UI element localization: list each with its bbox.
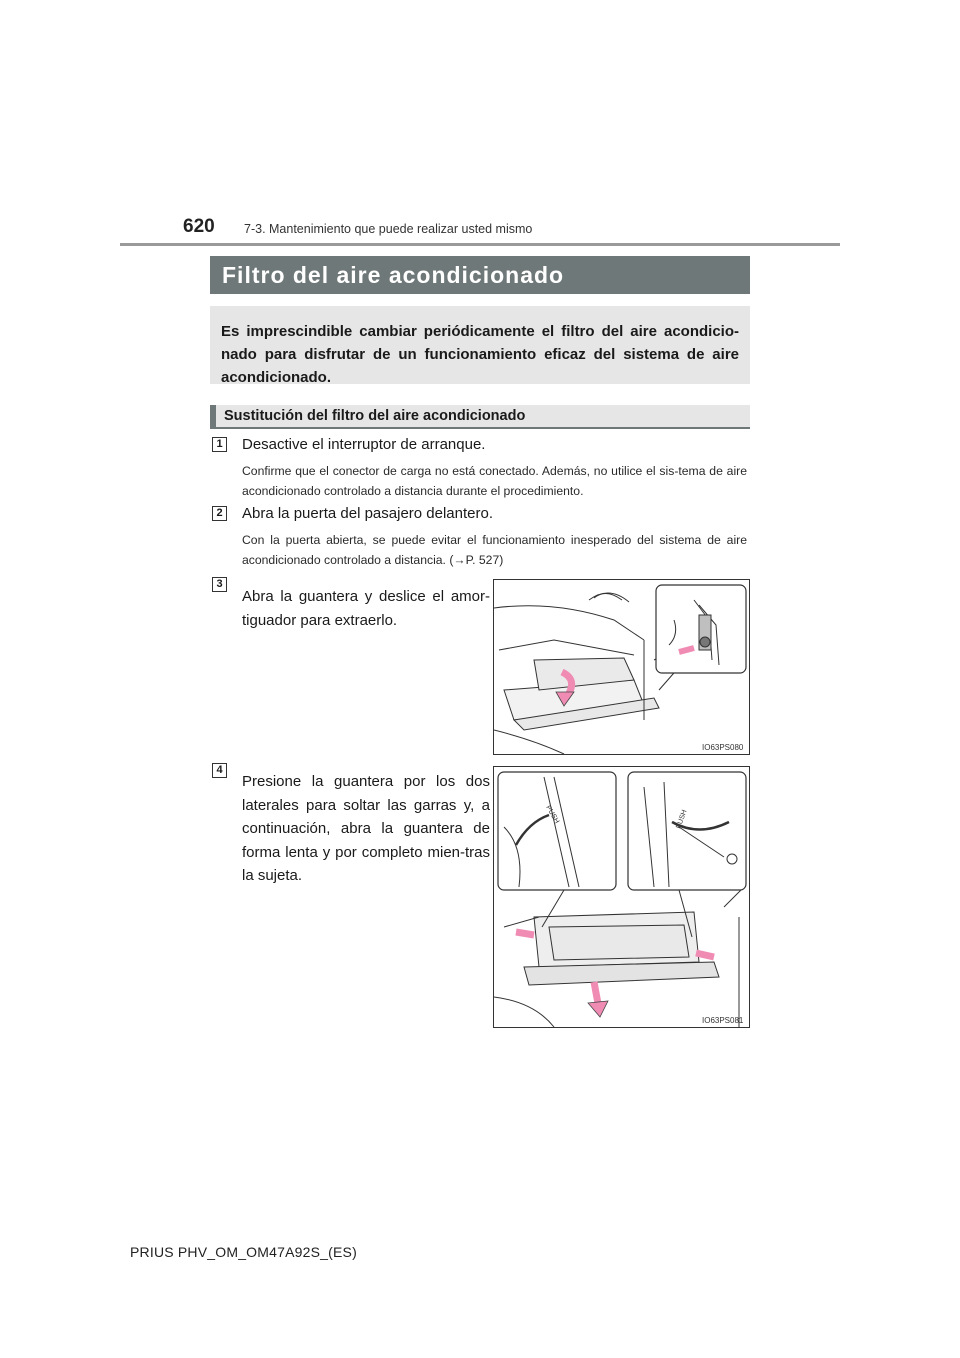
step-3-body: Abra la guantera y deslice el amor-tiguador para extraerlo. — [242, 588, 490, 629]
push-label-right: PUSH — [675, 809, 689, 830]
glovebox-damper-illustration — [494, 580, 749, 754]
figure-glovebox-damper — [493, 579, 750, 755]
glovebox-open-illustration — [494, 767, 749, 1027]
footer-code: PRIUS PHV_OM_OM47A92S_(ES) — [130, 1244, 357, 1260]
press-arrow-right-icon — [696, 953, 714, 957]
section-header: 7-3. Mantenimiento que puede realizar usted mismo — [244, 222, 533, 236]
figure-glovebox-open — [493, 766, 750, 1028]
figure-code-1: IO63PS080 — [702, 743, 744, 752]
step-number-2: 2 — [212, 506, 227, 521]
page-title: Filtro del aire acondicionado — [210, 256, 750, 294]
slide-arrow-icon — [679, 648, 694, 652]
step-number-3: 3 — [212, 577, 227, 592]
step-2-title: Abra la puerta del pasajero delantero. — [242, 505, 494, 522]
step-2-note: Con la puerta abierta, se puede evitar el funcionamiento inesperado del sistema de aire acondicionado controlado a distancia. (→P. 527) — [242, 533, 747, 567]
page-number: 620 — [183, 216, 215, 237]
push-label-left: PUSH — [544, 804, 561, 825]
figure-code-2: IO63PS081 — [702, 1016, 744, 1025]
subsection-heading: Sustitución del filtro del aire acondicionado — [210, 405, 750, 429]
step-number-1: 1 — [212, 437, 227, 452]
step-1-title: Desactive el interruptor de arranque. — [242, 436, 486, 453]
step-number-4: 4 — [212, 763, 227, 778]
step-1-note: Confirme que el conector de carga no está conectado. Además, no utilice el sis-tema de aire acondicionado controlado a distancia durante el procedimiento. — [242, 464, 747, 498]
press-arrow-left-icon — [516, 932, 534, 935]
intro-box: Es imprescindible cambiar periódicamente el filtro del aire acondicio-nado para disfrutar de un funcionamiento eficaz del sistema de aire acondicionado. — [210, 306, 750, 384]
header-rule — [120, 243, 840, 246]
step-4-body: Presione la guantera por los dos laterales para soltar las garras y, a continuación, abra la guantera de forma lenta y por completo mien-tras la sujeta. — [242, 773, 490, 884]
